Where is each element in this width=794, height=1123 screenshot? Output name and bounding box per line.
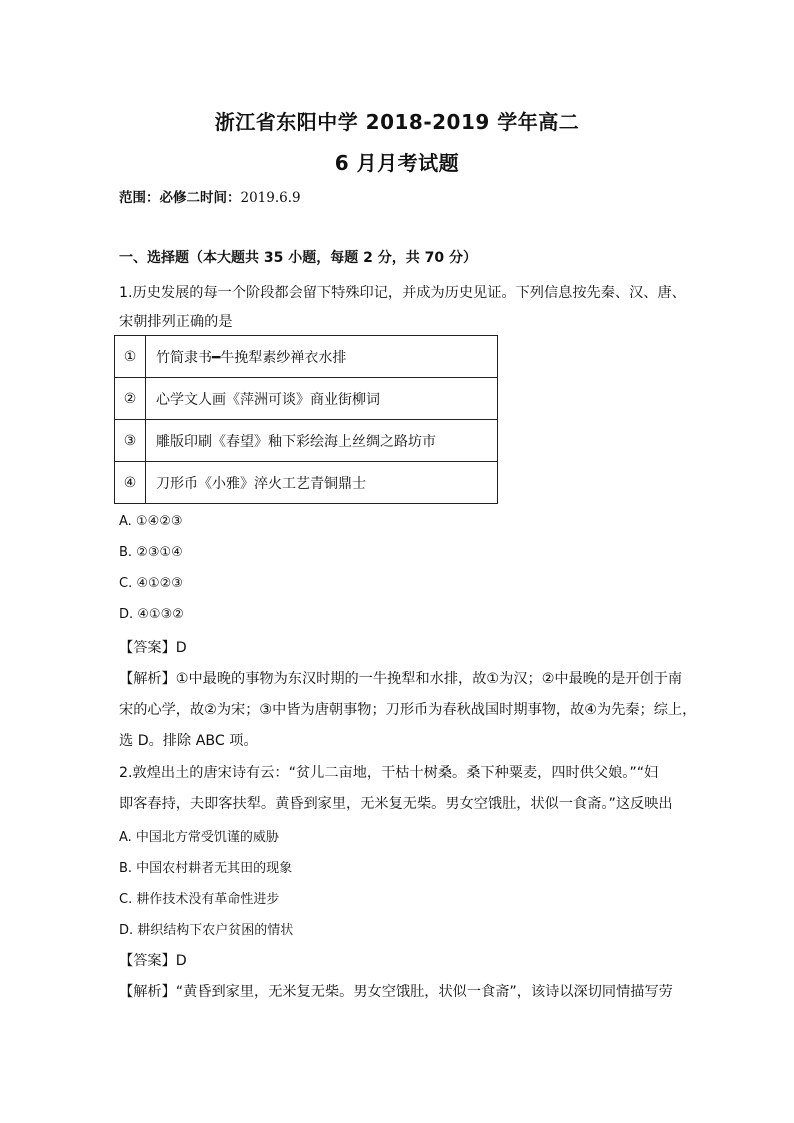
q2-option-c: C. 耕作技术没有革命性进步: [119, 892, 280, 907]
row-text: 刀形币《小雅》淬火工艺青铜鼎士: [146, 462, 498, 504]
exam-subtitle: 6 月月考试题: [334, 151, 460, 175]
q1-analysis-line2: 宋的心学，故②为宋；③中皆为唐朝事物；刀形币为春秋战国时期事物，故④为先秦；综上，: [119, 702, 697, 718]
table-row: [115, 462, 498, 504]
row-number: ①: [115, 336, 146, 378]
q2-analysis-line1: 【解析】“黄昏到家里，无米复无柴。男女空饿肚，状似一食斋”，该诗以深切同情描写劳: [119, 984, 673, 1000]
row-text: 雕版印刷《春望》釉下彩绘海上丝绸之路坊市: [146, 420, 498, 462]
table-row: [115, 378, 498, 420]
q2-option-d: D. 耕织结构下农户贫困的情状: [119, 923, 294, 938]
q1-option-b: B. ②③①④: [119, 545, 183, 560]
q2-option-a: A. 中国北方常受饥谨的威胁: [119, 830, 279, 845]
q2-stem-line1: 2.敦煌出土的唐宋诗有云：“贫儿二亩地，干枯十树桑。桑下种粟麦，四时供父娘。”“妇: [119, 765, 659, 781]
q1-analysis-line1: 【解析】①中最晚的事物为东汉时期的一牛挽犁和水排，故①为汉；②中最晚的是开创于南: [119, 671, 683, 687]
q1-analysis-line3: 选 D。排除 ABC 项。: [119, 733, 258, 749]
q1-option-c: C. ④①②③: [119, 576, 183, 591]
q2-option-b: B. 中国农村耕者无其田的现象: [119, 861, 293, 876]
q1-stem-line1: 1.历史发展的每一个阶段都会留下特殊印记，并成为历史见证。下列信息按先秦、汉、唐、: [119, 285, 686, 301]
q2-answer: 【答案】D: [119, 953, 187, 969]
exam-title: 浙江省东阳中学 2018-2019 学年高二: [214, 110, 580, 134]
section-heading: 一、选择题（本大题共 35 小题，每题 2 分，共 70 分）: [119, 250, 477, 266]
table-row: [115, 336, 498, 378]
q1-answer: 【答案】D: [119, 640, 187, 656]
q2-stem-line2: 即客春持，夫即客扶犁。黄昏到家里，无米复无柴。男女空饿肚，状似一食斋。”这反映出: [119, 796, 673, 812]
row-text: 竹简隶书━牛挽犁素纱禅衣水排: [146, 336, 498, 378]
q1-option-a: A. ①④②③: [119, 514, 183, 529]
table-row: [115, 420, 498, 462]
row-number: ④: [115, 462, 146, 504]
q1-option-d: D. ④①③②: [119, 607, 184, 622]
exam-date: 2019.6.9: [240, 190, 301, 206]
scope-label: 范围：必修二时间：: [119, 190, 241, 206]
q1-stem-line2: 宋朝排列正确的是: [119, 314, 233, 330]
q1-info-table: [114, 335, 498, 504]
row-number: ③: [115, 420, 146, 462]
exam-meta: [119, 186, 301, 206]
row-number: ②: [115, 378, 146, 420]
row-text: 心学文人画《萍洲可谈》商业街柳词: [146, 378, 498, 420]
